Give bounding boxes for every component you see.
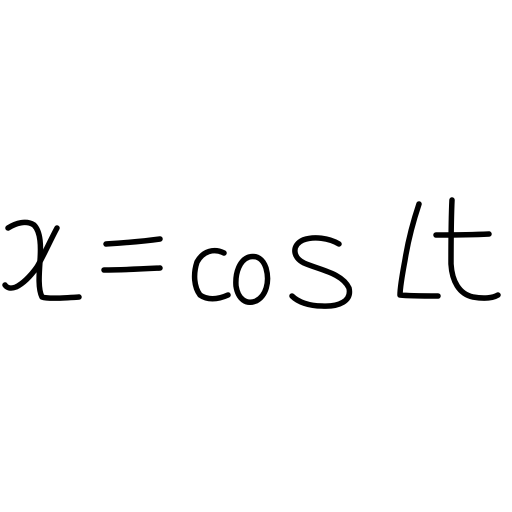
symbol-s [292, 238, 349, 306]
symbol-equals [104, 239, 160, 270]
symbol-o [236, 256, 268, 302]
symbol-t [436, 200, 498, 298]
equation-strokes [5, 200, 498, 306]
symbol-c [195, 251, 228, 299]
symbol-L [400, 204, 438, 296]
symbol-x [5, 222, 79, 298]
